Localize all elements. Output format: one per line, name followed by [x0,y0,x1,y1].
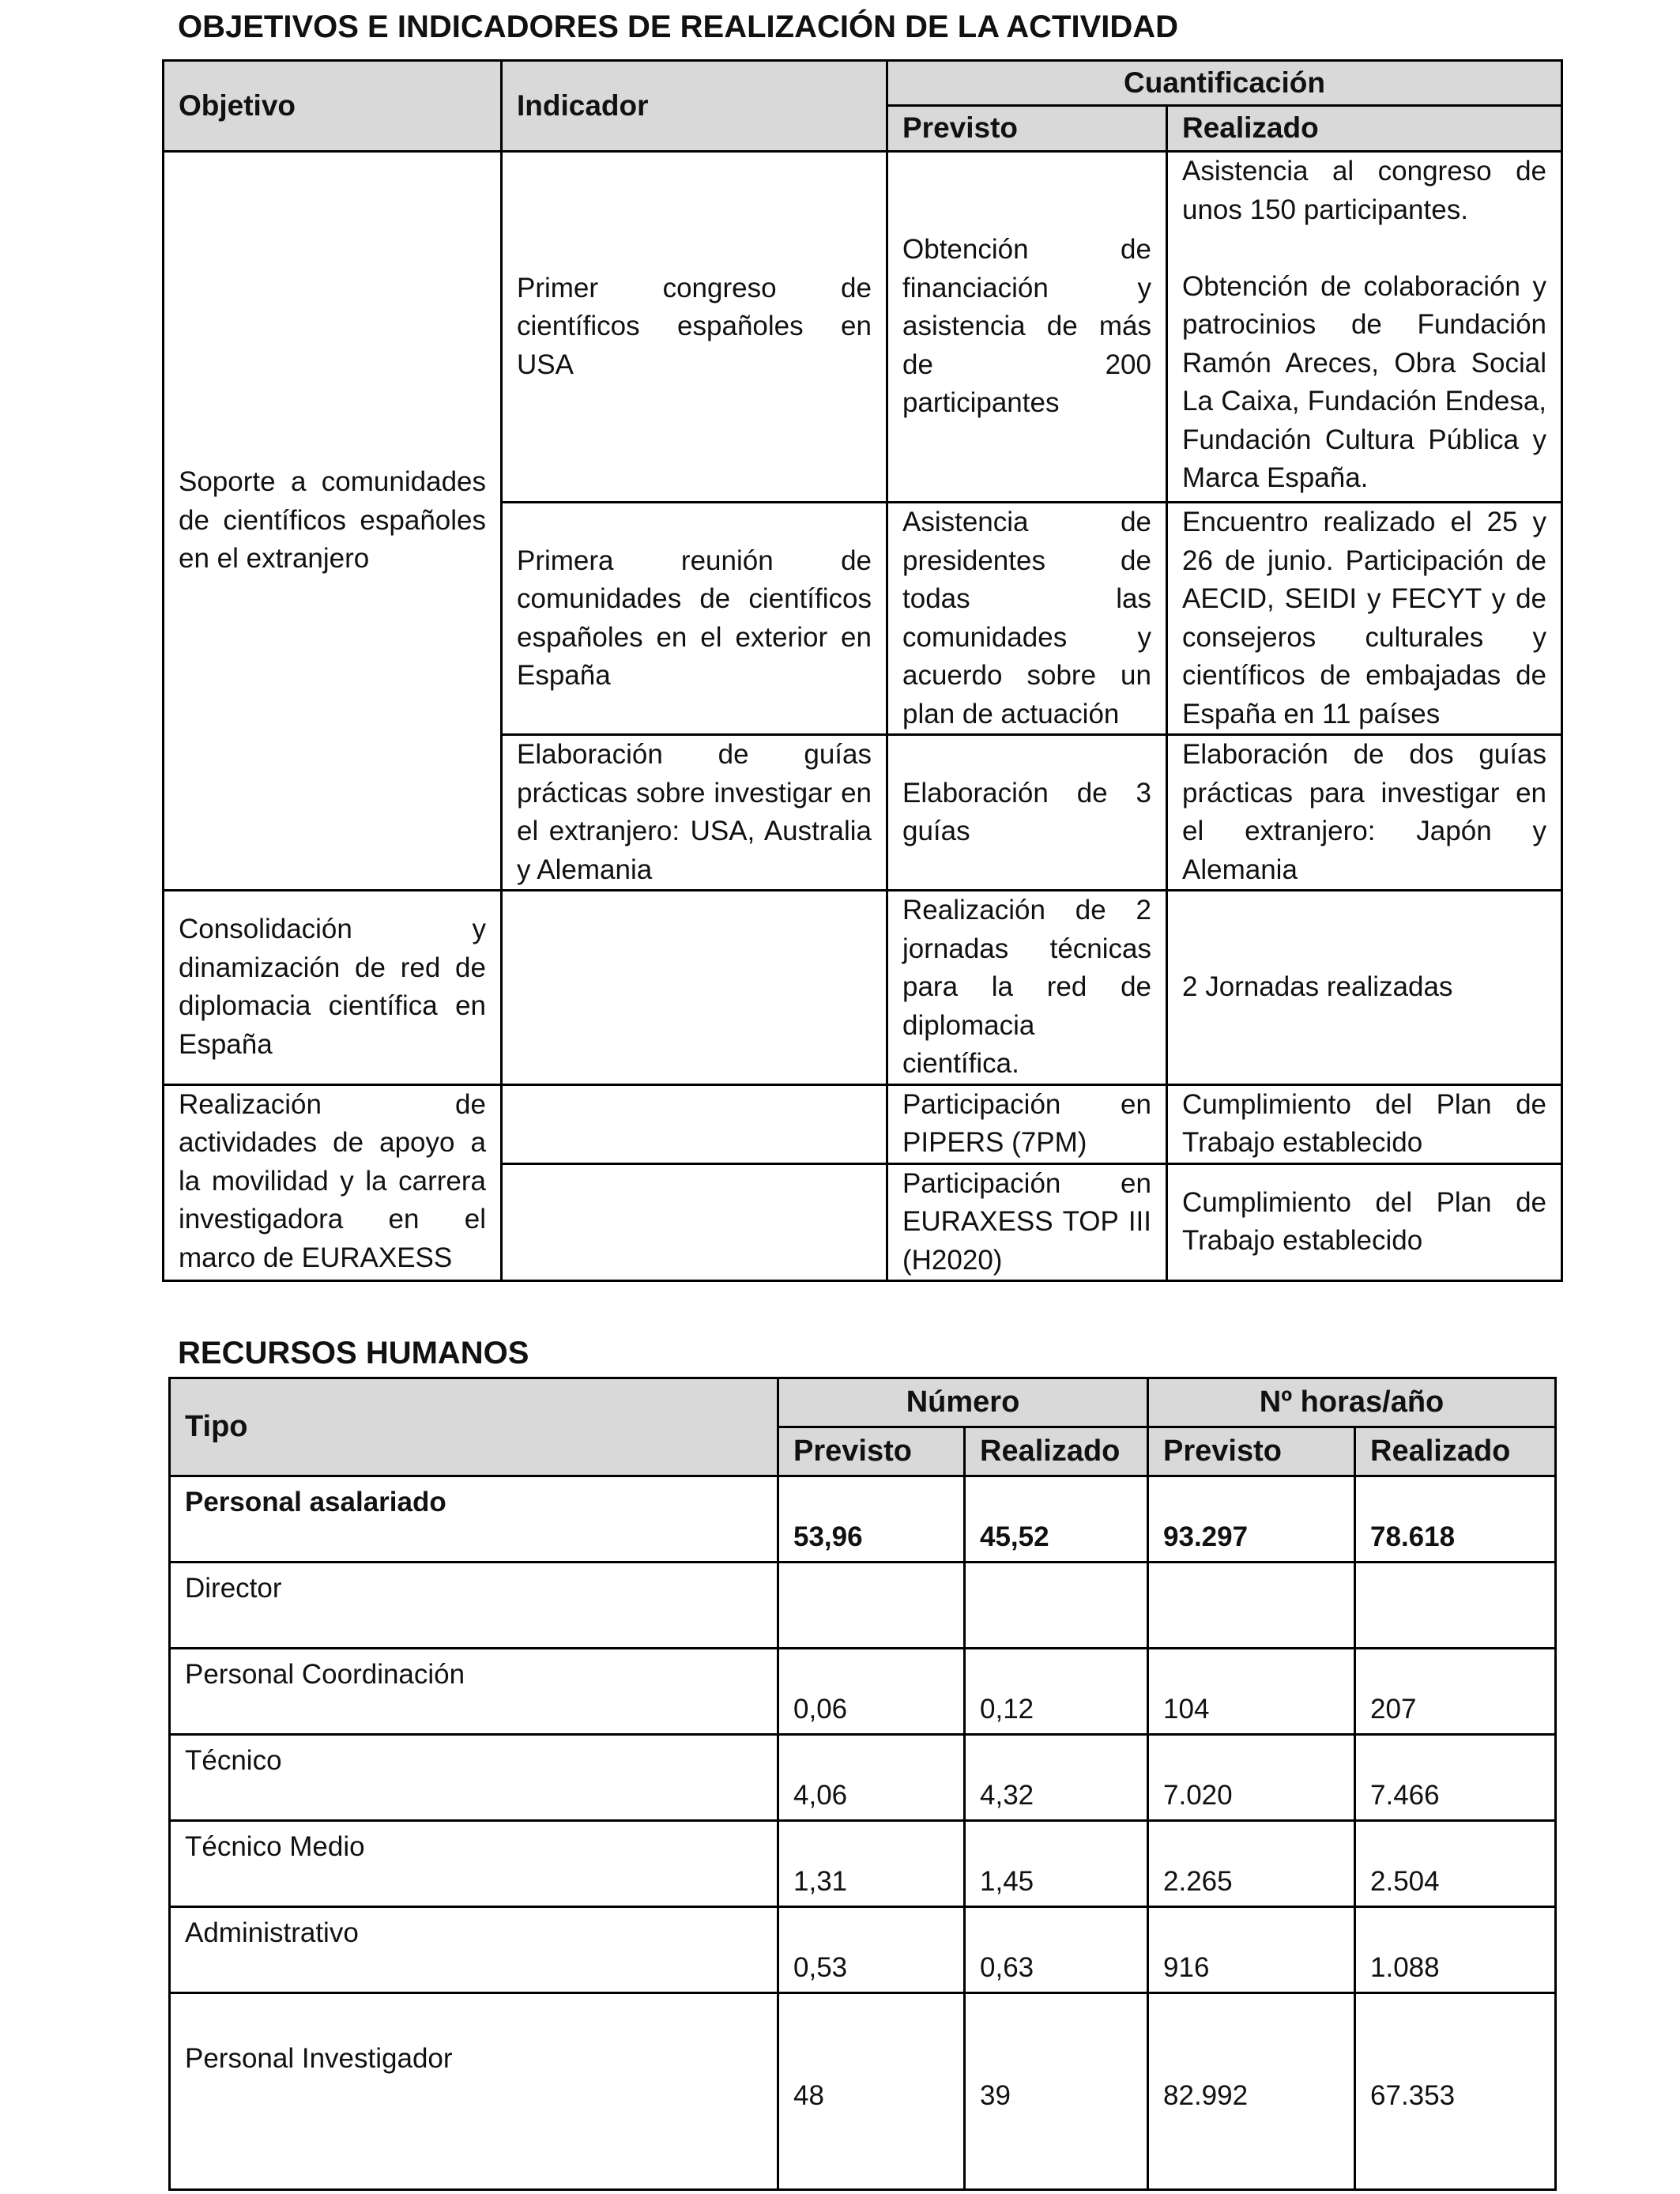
numero-previsto-cell: 0,53 [778,1907,965,1993]
horas-realizado-cell [1355,1563,1556,1649]
indicador-cell [502,1084,887,1163]
numero-previsto-cell: 0,06 [778,1649,965,1735]
numero-realizado-cell: 45,52 [965,1476,1148,1563]
header-horas: Nº horas/año [1148,1378,1556,1427]
objetivo-cell: Realización de actividades de apoyo a la movilidad y la carrera investigadora en el marco de EURAXESS [164,1084,502,1281]
horas-previsto-cell [1148,1563,1355,1649]
recursos-header-row [170,1378,1556,1427]
recursos-title: RECURSOS HUMANOS [178,1336,529,1370]
tipo-cell: Personal asalariado [170,1476,778,1563]
realizado-cell: Cumplimiento del Plan de Trabajo establecido [1167,1084,1562,1163]
indicador-cell: Primera reunión de comunidades de científicos españoles en el exterior en España [502,503,887,735]
realizado-cell: Elaboración de dos guías prácticas para investigar en el extranjero: Japón y Alemania [1167,735,1562,891]
table-row [170,1563,1556,1649]
tipo-cell: Personal Investigador [170,1993,778,2190]
previsto-cell: Obtención de financiación y asistencia de más de 200 participantes [887,152,1167,503]
numero-previsto-cell [778,1563,965,1649]
horas-realizado-cell: 78.618 [1355,1476,1556,1563]
realizado-cell: Encuentro realizado el 25 y 26 de junio. Participación de AECID, SEIDI y FECYT y de consejeros culturales y científicos de embajadas de España en 11 países [1167,503,1562,735]
tipo-cell: Personal Coordinación [170,1649,778,1735]
horas-realizado-cell: 2.504 [1355,1821,1556,1907]
tipo-cell: Director [170,1563,778,1649]
previsto-cell: Participación en EURAXESS TOP III (H2020) [887,1163,1167,1281]
table-row [170,1649,1556,1735]
header-numero-previsto: Previsto [778,1427,965,1476]
tipo-cell: Administrativo [170,1907,778,1993]
numero-realizado-cell: 4,32 [965,1735,1148,1821]
horas-previsto-cell: 916 [1148,1907,1355,1993]
table-row [170,1993,1556,2190]
horas-realizado-cell: 7.466 [1355,1735,1556,1821]
header-horas-realizado: Realizado [1355,1427,1556,1476]
objetivos-header-row [164,61,1562,106]
table-row [170,1735,1556,1821]
header-horas-previsto: Previsto [1148,1427,1355,1476]
previsto-cell: Asistencia de presidentes de todas las comunidades y acuerdo sobre un plan de actuación [887,503,1167,735]
previsto-cell: Elaboración de 3 guías [887,735,1167,891]
header-numero-realizado: Realizado [965,1427,1148,1476]
header-previsto: Previsto [887,106,1167,152]
horas-realizado-cell: 1.088 [1355,1907,1556,1993]
horas-previsto-cell: 104 [1148,1649,1355,1735]
horas-realizado-cell: 207 [1355,1649,1556,1735]
realizado-cell: Asistencia al congreso de unos 150 participantes. Obtención de colaboración y patrocinios de Fundación Ramón Areces, Obra Social La Caixa, Fundación Endesa, Fundación Cultura Pública y Marca España. [1167,152,1562,503]
header-realizado: Realizado [1167,106,1562,152]
header-numero: Número [778,1378,1148,1427]
header-indicador: Indicador [502,61,887,152]
header-cuantificacion: Cuantificación [887,61,1562,106]
table-row [164,152,1562,503]
horas-previsto-cell: 7.020 [1148,1735,1355,1821]
realizado-cell: 2 Jornadas realizadas [1167,891,1562,1085]
header-objetivo: Objetivo [164,61,502,152]
table-row [164,891,1562,1085]
horas-realizado-cell: 67.353 [1355,1993,1556,2190]
previsto-cell: Realización de 2 jornadas técnicas para la red de diplomacia científica. [887,891,1167,1085]
indicador-cell [502,1163,887,1281]
numero-realizado-cell: 0,63 [965,1907,1148,1993]
table-row [164,1084,1562,1163]
objetivo-cell: Consolidación y dinamización de red de diplomacia científica en España [164,891,502,1085]
realizado-cell: Cumplimiento del Plan de Trabajo establecido [1167,1163,1562,1281]
objetivos-table [162,59,1563,1282]
horas-previsto-cell: 2.265 [1148,1821,1355,1907]
numero-previsto-cell: 4,06 [778,1735,965,1821]
objetivos-title: OBJETIVOS E INDICADORES DE REALIZACIÓN DE LA ACTIVIDAD [178,9,1179,44]
numero-realizado-cell: 39 [965,1993,1148,2190]
recursos-table [168,1377,1557,2191]
numero-realizado-cell: 0,12 [965,1649,1148,1735]
numero-realizado-cell: 1,45 [965,1821,1148,1907]
header-tipo: Tipo [170,1378,778,1476]
numero-previsto-cell: 48 [778,1993,965,2190]
horas-previsto-cell: 82.992 [1148,1993,1355,2190]
table-row [170,1907,1556,1993]
tipo-cell: Técnico Medio [170,1821,778,1907]
table-row [170,1476,1556,1563]
objetivo-cell: Soporte a comunidades de científicos españoles en el extranjero [164,152,502,891]
tipo-cell: Técnico [170,1735,778,1821]
numero-previsto-cell: 53,96 [778,1476,965,1563]
indicador-cell: Elaboración de guías prácticas sobre investigar en el extranjero: USA, Australia y Alemania [502,735,887,891]
table-row [170,1821,1556,1907]
numero-realizado-cell [965,1563,1148,1649]
horas-previsto-cell: 93.297 [1148,1476,1355,1563]
indicador-cell [502,891,887,1085]
indicador-cell: Primer congreso de científicos españoles en USA [502,152,887,503]
numero-previsto-cell: 1,31 [778,1821,965,1907]
previsto-cell: Participación en PIPERS (7PM) [887,1084,1167,1163]
